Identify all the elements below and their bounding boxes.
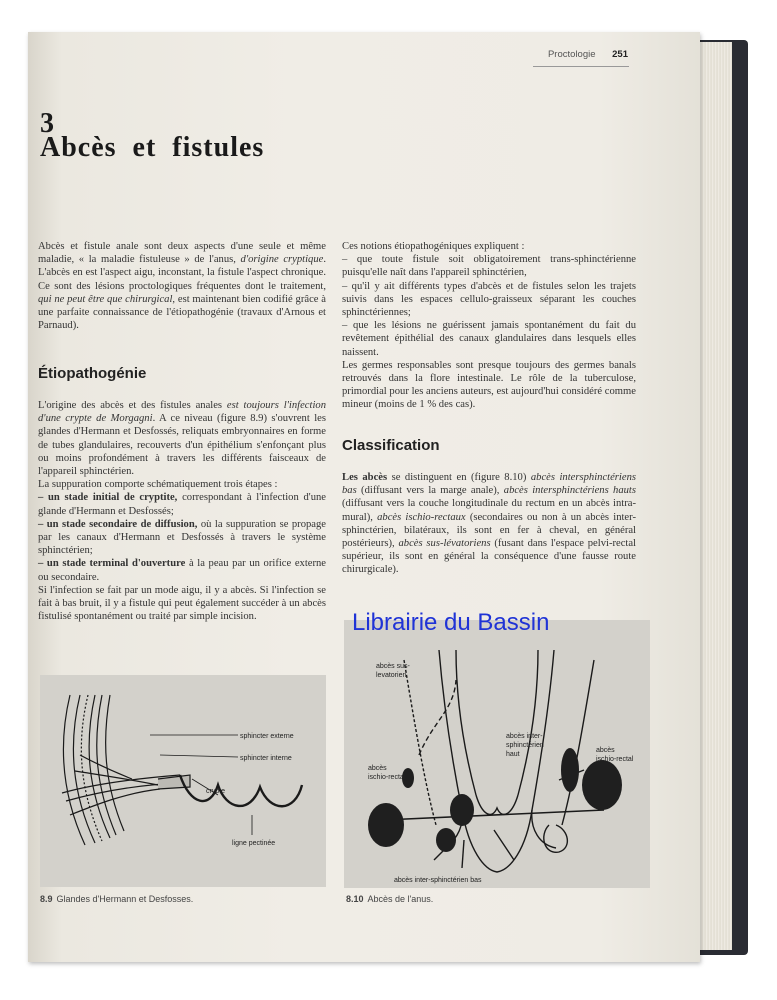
text-run: . L'abcès en est l'aspect aigu, inconstant, la fistule l'aspect chronique. Ce sont des lésions proctologiques fréquentes dont le traitement,	[38, 254, 326, 292]
text-run: . A ce niveau (figure 8.9) s'ouvrent les glandes d'Hermann et Desfossés, reliquats embryonnaires en forme de tubes glandulaires, recouverts d'un épithélium s'enfonçant plus ou moins profondément à travers les différents faisceaux de l'appareil sphinctérien.	[38, 413, 326, 478]
label-inter-haut-3: haut	[506, 751, 520, 758]
text-run: – un stade initial de cryptite,	[38, 492, 178, 504]
text-run: – un stade secondaire de diffusion,	[38, 518, 198, 530]
text-run: Abcès et fistule anale sont deux aspects d'une seule et même maladie, « la maladie fistuleuse » de l'anus,	[38, 241, 326, 266]
text-run: – qu'il y ait différents types d'abcès et de fistules selon les trajets suivis dans les espaces cellulo-graisseux séparant les couches sphinctériennes;	[342, 280, 636, 319]
abscess-inter-low-left	[450, 794, 474, 826]
running-head-section: Proctologie	[547, 49, 596, 60]
figure-8-10	[344, 620, 650, 888]
figure-8-10-caption-text: Abcès de l'anus.	[367, 894, 434, 904]
text-run: La suppuration comporte schématiquement trois étapes :	[38, 479, 278, 491]
etio-paragraph-3	[38, 584, 326, 624]
label-sphincter-externe: sphincter externe	[240, 733, 294, 740]
label-sphincter-interne: sphincter interne	[240, 755, 292, 762]
notions-bullet-3	[342, 319, 636, 359]
label-crypte: crypte	[206, 788, 226, 795]
label-ischio-left-2: ischio-rectal	[368, 774, 406, 781]
text-run: abcès intersphinctériens bas	[342, 472, 636, 497]
text-run: (diffusant vers la marge anale),	[356, 485, 504, 497]
etio-paragraph-1	[38, 399, 326, 478]
text-run: Les abcès	[342, 472, 388, 483]
label-inter-haut-1: abcès inter-	[506, 733, 543, 740]
text-run: , est maintenant bien codifié grâce à une parfaite connaissance de l'étiopathogénie (travaux d'Arnous et Parnaud).	[38, 293, 326, 332]
figure-8-10-caption	[346, 894, 433, 904]
section-title-classification: Classification	[342, 437, 440, 454]
etio-stage-3	[38, 557, 326, 583]
text-run: – un stade terminal d'ouverture	[38, 558, 186, 570]
running-head	[548, 49, 628, 60]
text-run: (fusant dans l'espace pelvi-rectal supérieur, ils sont en général la conséquence d'une fausse route chirurgicale).	[342, 538, 636, 576]
text-run: d'origine cryptique	[240, 254, 324, 266]
abscess-ischio-right	[582, 760, 622, 810]
text-run: abcès intersphinctériens hauts	[503, 485, 636, 497]
abscess-ischio-left	[368, 803, 404, 847]
label-ischio-right-1: abcès	[596, 747, 615, 754]
figure-8-9-drawing	[40, 675, 326, 887]
text-run: (secondaires ou non à un abcès inter-sphinctérien, bilatéraux, ils sont en fer à cheval, en général postérieurs),	[342, 511, 636, 550]
section-title-etiopathogenie: Étiopathogénie	[38, 365, 147, 382]
figure-8-10-drawing	[344, 620, 650, 888]
figure-8-9-caption-text: Glandes d'Hermann et Desfosses.	[56, 894, 194, 904]
notions-bullet-1	[342, 253, 636, 279]
abces-paragraph	[342, 471, 636, 577]
label-ischio-left-1: abcès	[368, 765, 387, 772]
text-run: abcès ischio-rectaux	[377, 511, 466, 523]
bookseller-watermark: Librairie du Bassin	[352, 609, 550, 636]
chapter-number: 3	[40, 108, 54, 139]
figure-8-10-number: 8.10	[346, 894, 364, 904]
right-column-text	[342, 240, 636, 412]
label-sus-lev-1: abcès sus-	[376, 663, 410, 670]
book-page	[28, 32, 700, 962]
chapter-title: Abcès et fistules	[40, 132, 265, 163]
page-number: 251	[612, 49, 628, 60]
text-run: à la peau par un orifice externe ou secondaire.	[38, 558, 326, 583]
classification-text	[342, 471, 636, 577]
text-run: abcès sus-lévatoriens	[398, 538, 491, 550]
label-inter-haut-2: sphinctérien	[506, 742, 544, 749]
label-ligne-pectinee: ligne pectinée	[232, 840, 276, 847]
label-ischio-right-2: ischio-rectal	[596, 756, 634, 763]
text-run: – que toute fistule soit obligatoirement trans-sphinctérienne puisqu'elle naît dans l'appareil sphinctérien,	[342, 254, 636, 279]
text-run: (diffusant vers la couche longitudinale du rectum en un abcès intra-mural),	[342, 498, 636, 523]
etio-stage-2	[38, 518, 326, 558]
text-run: L'origine des abcès et des fistules anales	[38, 400, 227, 411]
notions-paragraph	[342, 240, 636, 253]
figure-8-9	[40, 675, 326, 887]
text-run: est toujours l'infection d'une crypte de Morgagni	[38, 400, 326, 425]
text-run: – que les lésions ne guérissent jamais spontanément du fait du revêtement épithélial des canaux glandulaires dans lesquels elles naissent.	[342, 320, 636, 358]
notions-bullet-2	[342, 280, 636, 320]
etiopathogenie-text	[38, 399, 326, 623]
text-run: où la suppuration se propage par les canaux d'Hermann et Desfossés à travers le système sphinctérien;	[38, 518, 326, 557]
figure-8-9-number: 8.9	[40, 894, 53, 904]
intro-paragraph	[38, 240, 326, 332]
etio-paragraph-2	[38, 478, 326, 491]
text-run: Si l'infection se fait par un mode aigu, il y a abcès. Si l'infection se fait à bas bruit, il y a fistule qui peut également succéder à un abcès fistulisé spontanément ou traité par simple incision.	[38, 584, 326, 623]
header-rule	[533, 66, 629, 67]
text-run: se distinguent en (figure 8.10)	[387, 472, 531, 483]
abscess-inter-high	[561, 748, 579, 792]
text-run: correspondant à l'infection d'une glande d'Hermann et Desfossés;	[38, 492, 327, 517]
label-inter-bas: abcès inter-sphinctérien bas	[394, 877, 482, 884]
figure-8-9-caption	[40, 894, 193, 904]
text-run: Les germes responsables sont presque toujours des germes banals retrouvés dans la flore intestinale. Le rôle de la tuberculose, primordial pour les anciens auteurs, est aujourd'hui considéré comme mineur (moins de 1 % des cas).	[342, 359, 636, 411]
abscess-inter-low-center	[436, 828, 456, 852]
text-run: qui ne peut être que chirurgical	[38, 293, 173, 305]
label-sus-lev-2: levatorien	[376, 672, 407, 679]
etio-stage-1	[38, 491, 326, 517]
germes-paragraph	[342, 359, 636, 412]
text-run: Ces notions étiopathogéniques expliquent :	[342, 241, 525, 252]
